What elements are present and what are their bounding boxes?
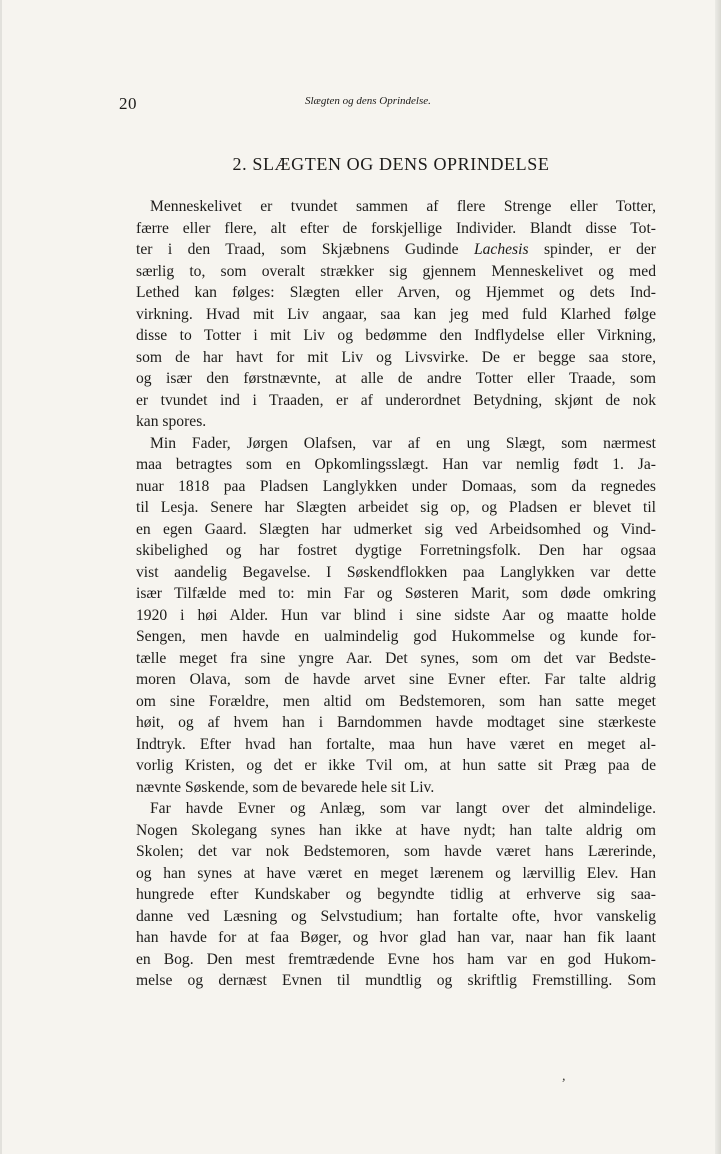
text-line: hungrede efter Kundskaber og begyndte tidlig at erhverve sig saa- [136,886,656,903]
text-line: Indtryk. Efter hvad han fortalte, maa hun have været en meget al- [136,735,656,753]
text-line: 1920 i høi Alder. Hun var blind i sine sidste Aar og maatte holde [136,606,656,624]
text-line: og især den førstnævnte, at alle de andre Totter eller Traade, som [136,370,656,387]
text-line: nuar 1818 paa Pladsen Langlykken under Domaas, som da regnedes [136,477,656,495]
text-line: særlig to, som overalt strækker sig gjennem Menneskelivet og med [136,262,656,280]
text-line: vist aandelig Begavelse. I Søskendflokken paa Langlykken var dette [136,563,656,581]
text-line: færre eller flere, alt efter de forskjellige Individer. Blandt disse Tot- [136,219,656,237]
page-number: 20 [119,94,137,113]
text-line: vorlig Kristen, og det er ikke Tvil om, at hun satte sit Præg paa de [136,757,656,774]
text-line: en Bog. Den mest fremtrædende Evne hos ham var en god Hukom- [136,950,656,968]
text-segment: ter i den Traad, som Skjæbnens Gudinde [136,241,474,258]
text-line: danne ved Læsning og Selvstudium; han fortalte ofte, hvor vanskelig [136,907,656,925]
text-line: Skolen; det var nok Bedstemoren, som havde været hans Lærerinde, [136,843,656,860]
text-line: skibelighed og har fostret dygtige Forretningsfolk. Den har ogsaa [136,542,656,559]
text-line: er tvundet ind i Traaden, er af underordnet Betydning, skjønt de nok [136,391,656,409]
text-line: som de har havt for mit Liv og Livsvirke. De er begge saa store, [136,348,656,366]
text-line: en egen Gaard. Slægten har udmerket sig ved Arbeidsomhed og Vind- [136,520,656,538]
text-line: til Lesja. Senere har Slægten arbeidet sig op, og Pladsen er blevet til [136,499,656,516]
text-line: især Tilfælde med to: min Far og Søsteren Marit, som døde omkring [136,585,656,602]
text-line: moren Olava, som de havde arvet sine Evner efter. Far talte aldrig [136,671,656,688]
text-line: Menneskelivet er tvundet sammen af flere Strenge eller Totter, [150,198,656,215]
text-line: om sine Forældre, men altid om Bedstemoren, som han satte meget [136,692,656,710]
text-line: melse og dernæst Evnen til mundtlig og skriftlig Fremstilling. Som [136,972,656,989]
text-line: disse to Totter i mit Liv og bedømme den Indflydelse eller Virkning, [136,327,656,344]
text-line: Lethed kan følges: Slægten eller Arven, og Hjemmet og dets Ind- [136,284,656,301]
text-line: kan spores. [136,413,207,430]
text-line: tælle meget fra sine yngre Aar. Det synes, som om det var Bedste- [136,649,656,667]
text-line: virkning. Hvad mit Liv angaar, saa kan jeg med fuld Klarhed følge [136,305,656,323]
text-line: maa betragtes som en Opkomlingsslægt. Han var nemlig født 1. Ja- [136,456,656,473]
text-line: Min Fader, Jørgen Olafsen, var af en ung Slægt, som nærmest [150,434,656,452]
text-line: og han synes at have været en meget lærenem og lærvillig Elev. Han [136,864,656,882]
italic-name: Lachesis [473,241,529,258]
text-line: høit, og af hvem han i Barndommen havde modtaget sine stærkeste [136,714,656,731]
stray-ink-mark: , [562,1069,566,1084]
text-line: Far havde Evner og Anlæg, som var langt over det almindelige. [150,800,656,817]
text-line: Sengen, men havde en ualmindelig god Hukommelse og kunde for- [136,628,656,645]
text-line: nævnte Søskende, som de bevarede hele sit Liv. [136,778,435,796]
text-line: Nogen Skolegang synes han ikke at have nydt; han talte aldrig om [136,821,656,839]
body-text [136,196,656,992]
text-line: han havde for at faa Bøger, og hvor glad han var, naar han fik laant [136,929,656,946]
section-heading: 2. SLÆGTEN OG DENS OPRINDELSE [232,154,550,174]
text-line [136,239,656,261]
running-head: Slægten og dens Oprindelse. [305,95,431,107]
text-segment: spinder, er der [528,241,656,258]
